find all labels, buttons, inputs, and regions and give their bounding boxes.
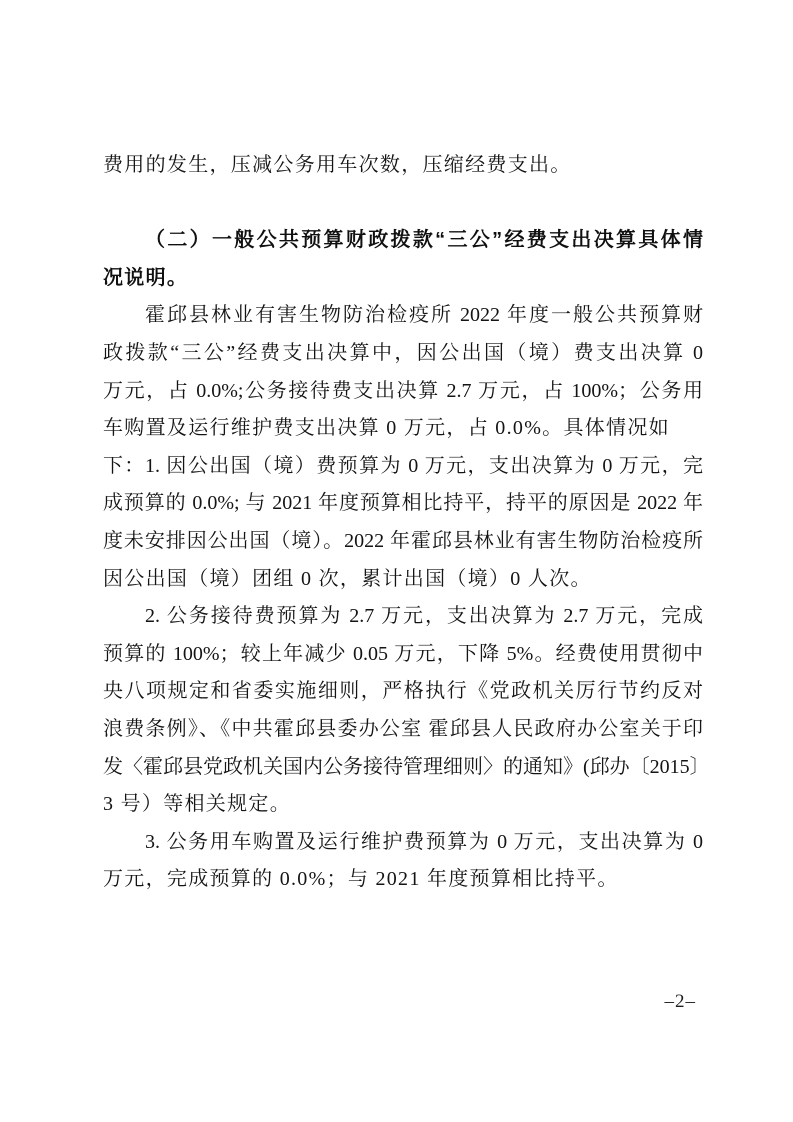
item-2-reception-expense-line-1: 2. 公务接待费预算为 2.7 万元，支出决算为 2.7 万元，完成 <box>145 605 703 628</box>
item-2-reception-expense-line-6: 3 号）等相关规定。 <box>103 793 291 816</box>
item-2-reception-expense <box>103 598 710 824</box>
item-2-reception-expense-line-3: 央八项规定和省委实施细则，严格执行《党政机关厉行节约反对 <box>103 680 703 703</box>
item-3-vehicle-expense-line-2: 万元，完成预算的 0.0%；与 2021 年度预算相比持平。 <box>103 868 619 891</box>
section-heading-line-1: （二）一般公共预算财政拨款“三公”经费支出决算具体情 <box>145 229 703 252</box>
overview-paragraph-line-3: 万元，占 0.0%;公务接待费支出决算 2.7 万元，占 100%；公务用 <box>103 379 703 402</box>
item-3-vehicle-expense-line-1: 3. 公务用车购置及运行维护费预算为 0 万元，支出决算为 0 <box>145 830 703 853</box>
item-1-abroad-expense-line-3: 度未安排因公出国（境）。2022 年霍邱县林业有害生物防治检疫所 <box>103 529 703 552</box>
item-1-abroad-expense-line-1: 1. 因公出国（境）费预算为 0 万元，支出决算为 0 万元，完 <box>145 454 703 477</box>
page-number: –2– <box>664 991 696 1012</box>
item-1-abroad-expense <box>103 448 703 598</box>
overview-paragraph-line-4: 车购置及运行维护费支出决算 0 万元，占 0.0%。具体情况如下： <box>103 417 670 477</box>
section-heading <box>103 222 703 297</box>
document-body <box>103 147 710 899</box>
carryover-text-line-1: 费用的发生，压减公务用车次数，压缩经费支出。 <box>103 154 572 176</box>
item-1-abroad-expense-line-4: 因公出国（境）团组 0 次，累计出国（境）0 人次。 <box>103 567 592 590</box>
item-2-reception-expense-line-4: 浪费条例》、《中共霍邱县委办公室 霍邱县人民政府办公室关于印 <box>103 717 703 740</box>
section-heading-line-2: 况说明。 <box>103 266 189 289</box>
item-3-vehicle-expense <box>103 824 703 899</box>
item-2-reception-expense-line-2: 预算的 100%；较上年减少 0.05 万元，下降 5%。经费使用贯彻中 <box>103 642 703 665</box>
overview-paragraph-line-1: 霍邱县林业有害生物防治检疫所 2022 年度一般公共预算财 <box>145 304 703 327</box>
item-2-reception-expense-line-5: 发〈霍邱县党政机关国内公务接待管理细则〉的通知》(邱办〔2015〕 <box>103 755 710 778</box>
item-1-abroad-expense-line-2: 成预算的 0.0%; 与 2021 年度预算相比持平，持平的原因是 2022 年 <box>103 492 703 515</box>
overview-paragraph-line-2: 政拨款“三公”经费支出决算中，因公出国（境）费支出决算 0 <box>103 341 703 364</box>
carryover-text <box>103 147 703 185</box>
